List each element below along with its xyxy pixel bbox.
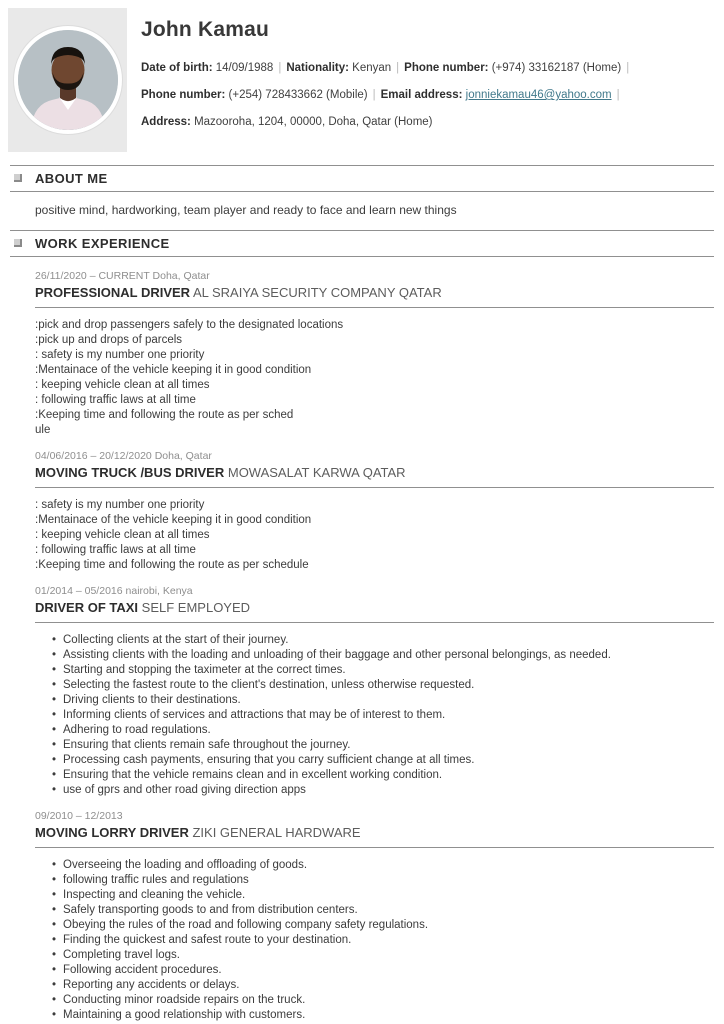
job-line: : following traffic laws at all time	[35, 544, 196, 556]
bullet-item: • Ensuring that clients remain safe throughout the journey.	[52, 738, 714, 752]
bullet-item: • Obeying the rules of the road and following company safety regulations.	[52, 918, 714, 932]
contact-line-1	[141, 55, 634, 82]
phone-home-value: (+974) 33162187 (Home)	[491, 62, 622, 74]
job-line: ule	[35, 424, 51, 436]
job-line: :pick and drop passengers safely to the designated locations	[35, 319, 344, 331]
address-field	[141, 116, 433, 128]
phone-mobile-field	[141, 89, 368, 101]
about-section-header	[10, 165, 714, 192]
job-date-range: 09/2010 – 12/2013	[35, 810, 123, 822]
job-dates	[35, 270, 714, 282]
field-separator: |	[396, 62, 400, 74]
job-line: : keeping vehicle clean at all times	[35, 379, 210, 391]
bullet-item: • Driving clients to their destinations.	[52, 693, 714, 707]
bullet-item: • Safely transporting goods to and from distribution centers.	[52, 903, 714, 917]
job-date-range: 26/11/2020 – CURRENT	[35, 270, 150, 282]
job-line: :Keeping time and following the route as per sched	[35, 409, 294, 421]
field-separator: |	[278, 62, 282, 74]
dob-label: Date of birth:	[141, 62, 213, 74]
about-section	[0, 165, 724, 217]
job-title	[35, 465, 714, 488]
bullet-item: • Following accident procedures.	[52, 963, 714, 977]
email-link[interactable]: jonniekamau46@yahoo.com	[465, 89, 612, 101]
job-location: Doha, Qatar	[152, 270, 210, 282]
address-value: Mazooroha, 1204, 00000, Doha, Qatar (Home)	[194, 116, 433, 128]
field-separator: |	[616, 89, 620, 101]
bullet-item: • Informing clients of services and attractions that may be of interest to them.	[52, 708, 714, 722]
person-name: John Kamau	[141, 18, 270, 41]
job-dates	[35, 585, 714, 597]
job-company: SELF EMPLOYED	[141, 600, 251, 615]
job-line: :pick up and drops of parcels	[35, 334, 183, 346]
field-separator: |	[372, 89, 376, 101]
contact-line-3	[141, 109, 634, 136]
job-line: : safety is my number one priority	[35, 349, 205, 361]
cv-header	[0, 0, 724, 152]
job-line: : keeping vehicle clean at all times	[35, 529, 210, 541]
job-line: :Mentainace of the vehicle keeping it in good condition	[35, 514, 312, 526]
bullet-item: • Maintaining a good relationship with customers.	[52, 1008, 714, 1022]
job-line: : safety is my number one priority	[35, 499, 205, 511]
profile-photo-frame	[8, 8, 127, 152]
bullet-item: • Overseeing the loading and offloading of goods.	[52, 858, 714, 872]
job-line: : following traffic laws at all time	[35, 394, 196, 406]
job-entry	[35, 450, 714, 572]
bullet-item: • Assisting clients with the loading and unloading of their baggage and other personal belongings, as needed.	[52, 648, 714, 662]
bullet-item: • Conducting minor roadside repairs on the truck.	[52, 993, 714, 1007]
job-title	[35, 825, 714, 848]
job-line: :Keeping time and following the route as per schedule	[35, 559, 309, 571]
job-description	[35, 488, 714, 572]
job-date-range: 01/2014 – 05/2016	[35, 585, 123, 597]
bullet-item: • Reporting any accidents or delays.	[52, 978, 714, 992]
about-section-title: ABOUT ME	[35, 171, 108, 186]
job-role: PROFESSIONAL DRIVER	[35, 285, 191, 300]
bullet-item: • Inspecting and cleaning the vehicle.	[52, 888, 714, 902]
job-role: DRIVER OF TAXI	[35, 600, 139, 615]
profile-photo	[14, 26, 122, 134]
section-bullet-icon	[14, 174, 22, 182]
job-date-range: 04/06/2016 – 20/12/2020	[35, 450, 152, 462]
bullet-item: • Starting and stopping the taximeter at the correct times.	[52, 663, 714, 677]
nationality-field	[286, 62, 391, 74]
job-description	[35, 848, 714, 1022]
bullet-item: • following traffic rules and regulations	[52, 873, 714, 887]
job-entry	[35, 270, 714, 437]
bullet-item: • use of gprs and other road giving direction apps	[52, 783, 714, 797]
job-duties-list	[35, 858, 714, 1022]
bullet-item: • Selecting the fastest route to the client's destination, unless otherwise requested.	[52, 678, 714, 692]
job-title	[35, 600, 714, 623]
bullet-item: • Ensuring that the vehicle remains clean and in excellent working condition.	[52, 768, 714, 782]
job-line: :Mentainace of the vehicle keeping it in good condition	[35, 364, 312, 376]
section-bullet-icon	[14, 239, 22, 247]
job-company: AL SRAIYA SECURITY COMPANY QATAR	[192, 285, 442, 300]
field-separator: |	[626, 62, 630, 74]
phone-home-label: Phone number:	[404, 62, 489, 74]
job-entry	[35, 810, 714, 1022]
job-location: Doha, Qatar	[154, 450, 212, 462]
work-section-header	[10, 230, 714, 257]
job-description	[35, 623, 714, 797]
dob-value: 14/09/1988	[215, 62, 274, 74]
job-description	[35, 308, 714, 437]
job-dates	[35, 450, 714, 462]
address-label: Address:	[141, 116, 191, 128]
phone-mobile-label: Phone number:	[141, 89, 226, 101]
contact-line-2	[141, 82, 634, 109]
job-location: nairobi, Kenya	[125, 585, 193, 597]
phone-mobile-value: (+254) 728433662 (Mobile)	[228, 89, 368, 101]
job-title	[35, 285, 714, 308]
bullet-item: • Finding the quickest and safest route to your destination.	[52, 933, 714, 947]
header-info	[127, 8, 634, 136]
bullet-item: • Processing cash payments, ensuring that you carry sufficient change at all times.	[52, 753, 714, 767]
job-role: MOVING TRUCK /BUS DRIVER	[35, 465, 225, 480]
dob-field	[141, 62, 273, 74]
job-entry	[35, 585, 714, 797]
profile-photo-image	[18, 30, 118, 130]
work-section	[0, 230, 724, 1022]
email-label: Email address:	[380, 89, 463, 101]
bullet-item: • Completing travel logs.	[52, 948, 714, 962]
email-field	[381, 89, 612, 101]
bullet-item: • Collecting clients at the start of their journey.	[52, 633, 714, 647]
job-company: ZIKI GENERAL HARDWARE	[192, 825, 361, 840]
bullet-item: • Adhering to road regulations.	[52, 723, 714, 737]
work-section-title: WORK EXPERIENCE	[35, 236, 170, 251]
about-text: positive mind, hardworking, team player and ready to face and learn new things	[35, 203, 457, 217]
job-dates	[35, 810, 714, 822]
phone-home-field	[404, 62, 621, 74]
job-role: MOVING LORRY DRIVER	[35, 825, 189, 840]
job-duties-list	[35, 633, 714, 797]
job-company: MOWASALAT KARWA QATAR	[227, 465, 406, 480]
nationality-label: Nationality:	[286, 62, 349, 74]
nationality-value: Kenyan	[352, 62, 392, 74]
